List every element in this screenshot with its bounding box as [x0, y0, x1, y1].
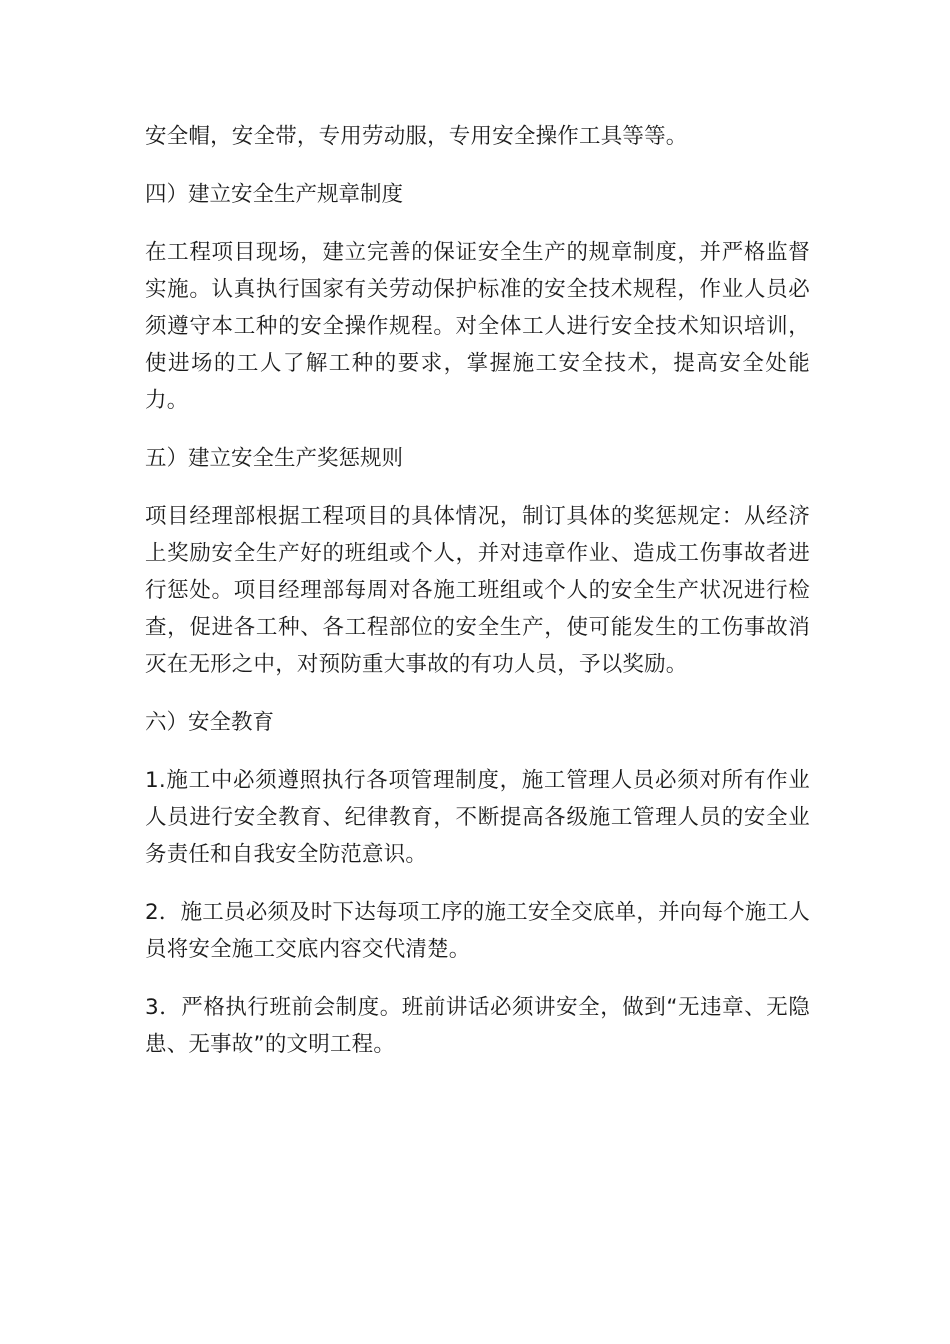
heading-education: 六）安全教育 — [145, 710, 275, 735]
paragraph-education-3: 3．严格执行班前会制度。班前讲话必须讲安全，做到“无违章、无隐患、无事故”的文明工程。 — [145, 995, 810, 1057]
paragraph-regulations: 在工程项目现场，建立完善的保证安全生产的规章制度，并严格监督实施。认真执行国家有关劳动保护标准的安全技术规程，作业人员必须遵守本工种的安全操作规程。对全体工人进行安全技术知识培训，使进场的工人了解工种的要求，掌握施工安全技术，提高安全处能力。 — [145, 240, 810, 413]
paragraph-education-2: 2．施工员必须及时下达每项工序的施工安全交底单，并向每个施工人员将安全施工交底内容交代清楚。 — [145, 900, 810, 962]
paragraph-rewards: 项目经理部根据工程项目的具体情况，制订具体的奖惩规定：从经济上奖励安全生产好的班组或个人，并对违章作业、造成工伤事故者进行惩处。项目经理部每周对各施工班组或个人的安全生产状况进行检查，促进各工种、各工程部位的安全生产，使可能发生的工伤事故消灭在无形之中，对预防重大事故的有功人员，予以奖励。 — [145, 504, 810, 677]
paragraph-education-1: 1.施工中必须遵照执行各项管理制度，施工管理人员必须对所有作业人员进行安全教育、纪律教育，不断提高各级施工管理人员的安全业务责任和自我安全防范意识。 — [145, 768, 810, 867]
document-page — [145, 118, 810, 1084]
heading-rewards: 五）建立安全生产奖惩规则 — [145, 446, 404, 471]
heading-regulations: 四）建立安全生产规章制度 — [145, 182, 404, 207]
paragraph-equipment: 安全帽，安全带，专用劳动服，专用安全操作工具等等。 — [145, 124, 688, 149]
